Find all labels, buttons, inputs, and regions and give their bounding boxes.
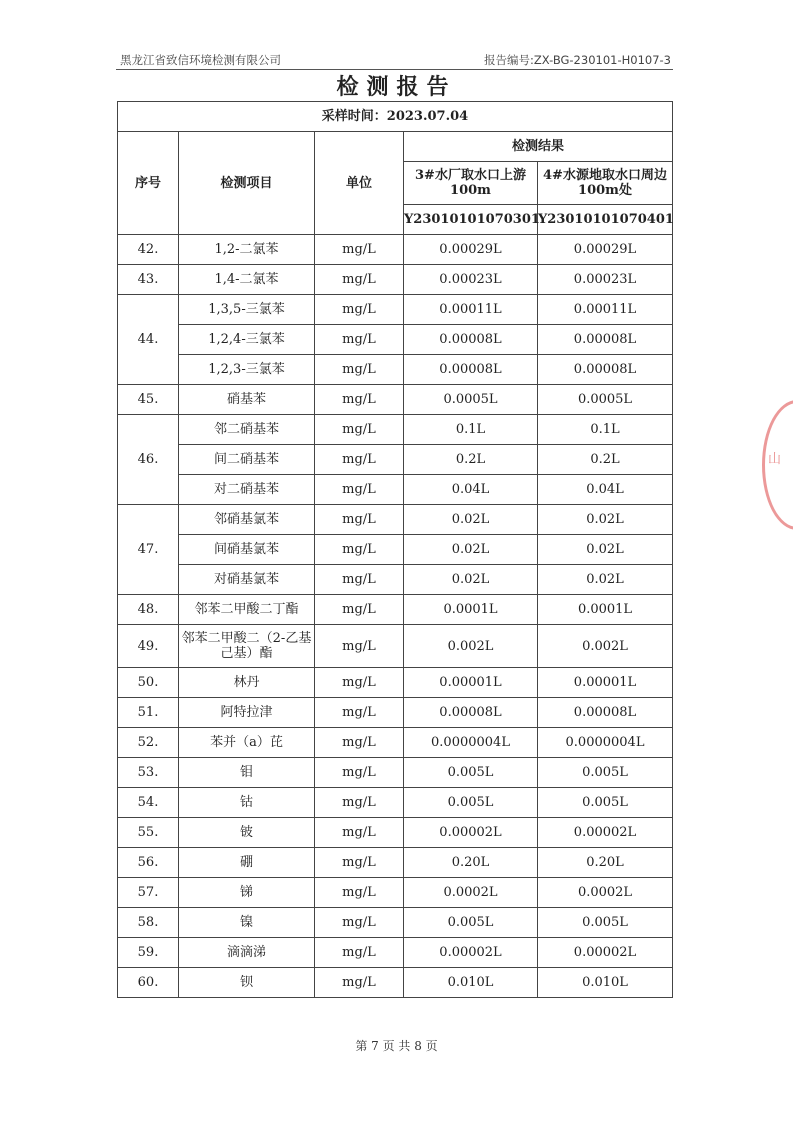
row-value-site2: 0.0001L: [538, 595, 673, 625]
table-row: [118, 415, 673, 445]
row-value-site2: 0.005L: [538, 758, 673, 788]
row-seq: 42.: [118, 235, 179, 265]
row-seq: 45.: [118, 385, 179, 415]
row-seq: 59.: [118, 938, 179, 968]
row-value-site2: 0.010L: [538, 968, 673, 998]
row-seq: 54.: [118, 788, 179, 818]
site1-header: 3#水厂取水口上游100m: [404, 162, 538, 205]
row-unit: mg/L: [315, 475, 404, 505]
row-unit: mg/L: [315, 758, 404, 788]
table-row: [118, 938, 673, 968]
table-row: [118, 728, 673, 758]
row-value-site2: 0.00011L: [538, 295, 673, 325]
row-item: 硝基苯: [179, 385, 315, 415]
row-unit: mg/L: [315, 235, 404, 265]
row-seq: 43.: [118, 265, 179, 295]
page-footer: 第 7 页 共 8 页: [355, 1039, 438, 1053]
row-seq: 50.: [118, 668, 179, 698]
row-unit: mg/L: [315, 385, 404, 415]
row-item: 1,2-二氯苯: [179, 235, 315, 265]
row-unit: mg/L: [315, 625, 404, 668]
col-seq-header: 序号: [118, 132, 179, 235]
table-row: [118, 295, 673, 325]
row-unit: mg/L: [315, 728, 404, 758]
row-value-site1: 0.02L: [404, 505, 538, 535]
sample-code-2: Y23010101070401: [538, 205, 673, 235]
row-value-site1: 0.02L: [404, 535, 538, 565]
row-value-site1: 0.005L: [404, 758, 538, 788]
row-value-site1: 0.00023L: [404, 265, 538, 295]
row-item: 钡: [179, 968, 315, 998]
row-value-site2: 0.0002L: [538, 878, 673, 908]
table-row: [118, 235, 673, 265]
col-item-header: 检测项目: [179, 132, 315, 235]
row-seq: 52.: [118, 728, 179, 758]
row-item: 硼: [179, 848, 315, 878]
row-value-site1: 0.04L: [404, 475, 538, 505]
row-unit: mg/L: [315, 565, 404, 595]
row-item: 对硝基氯苯: [179, 565, 315, 595]
row-unit: mg/L: [315, 788, 404, 818]
row-value-site2: 0.00008L: [538, 698, 673, 728]
row-value-site2: 0.005L: [538, 788, 673, 818]
row-value-site2: 0.02L: [538, 535, 673, 565]
table-row: [118, 265, 673, 295]
row-value-site1: 0.00008L: [404, 325, 538, 355]
row-value-site2: 0.00002L: [538, 818, 673, 848]
row-unit: mg/L: [315, 968, 404, 998]
site2-header: 4#水源地取水口周边100m处: [538, 162, 673, 205]
page-title: 检测报告: [336, 74, 457, 100]
row-value-site1: 0.0001L: [404, 595, 538, 625]
row-value-site1: 0.0005L: [404, 385, 538, 415]
results-table: [117, 101, 673, 998]
table-row: [118, 668, 673, 698]
row-item: 铍: [179, 818, 315, 848]
row-value-site1: 0.20L: [404, 848, 538, 878]
table-row: [118, 355, 673, 385]
row-item: 1,2,4-三氯苯: [179, 325, 315, 355]
row-value-site1: 0.005L: [404, 788, 538, 818]
row-value-site2: 0.0005L: [538, 385, 673, 415]
row-value-site1: 0.00008L: [404, 355, 538, 385]
row-value-site2: 0.0000004L: [538, 728, 673, 758]
table-row: [118, 788, 673, 818]
row-value-site2: 0.1L: [538, 415, 673, 445]
row-seq: 48.: [118, 595, 179, 625]
row-value-site1: 0.00002L: [404, 938, 538, 968]
row-unit: mg/L: [315, 908, 404, 938]
row-item: 钼: [179, 758, 315, 788]
row-seq: 58.: [118, 908, 179, 938]
table-row: [118, 385, 673, 415]
row-value-site2: 0.00008L: [538, 325, 673, 355]
sample-code-1: Y23010101070301: [404, 205, 538, 235]
row-item: 邻苯二甲酸二（2-乙基己基）酯: [179, 625, 315, 668]
table-row: [118, 818, 673, 848]
table-row: [118, 505, 673, 535]
row-seq: 44.: [118, 295, 179, 385]
row-unit: mg/L: [315, 505, 404, 535]
row-item: 滴滴涕: [179, 938, 315, 968]
table-row: [118, 878, 673, 908]
row-unit: mg/L: [315, 668, 404, 698]
table-row: [118, 908, 673, 938]
table-row: [118, 475, 673, 505]
row-value-site2: 0.00001L: [538, 668, 673, 698]
row-value-site1: 0.2L: [404, 445, 538, 475]
row-item: 1,4-二氯苯: [179, 265, 315, 295]
col-unit-header: 单位: [315, 132, 404, 235]
report-number: 报告编号:ZX-BG-230101-H0107-3: [484, 53, 671, 67]
row-seq: 57.: [118, 878, 179, 908]
row-value-site1: 0.1L: [404, 415, 538, 445]
row-value-site2: 0.00008L: [538, 355, 673, 385]
row-value-site2: 0.04L: [538, 475, 673, 505]
table-row: [118, 595, 673, 625]
company-name: 黑龙江省致信环境检测有限公司: [120, 53, 281, 67]
row-value-site2: 0.00029L: [538, 235, 673, 265]
row-item: 林丹: [179, 668, 315, 698]
row-value-site2: 0.20L: [538, 848, 673, 878]
row-item: 钴: [179, 788, 315, 818]
row-unit: mg/L: [315, 535, 404, 565]
row-value-site2: 0.02L: [538, 505, 673, 535]
row-seq: 55.: [118, 818, 179, 848]
row-item: 邻硝基氯苯: [179, 505, 315, 535]
row-value-site2: 0.00023L: [538, 265, 673, 295]
row-value-site1: 0.005L: [404, 908, 538, 938]
row-item: 邻二硝基苯: [179, 415, 315, 445]
row-item: 阿特拉津: [179, 698, 315, 728]
row-value-site1: 0.00002L: [404, 818, 538, 848]
row-item: 1,3,5-三氯苯: [179, 295, 315, 325]
row-seq: 53.: [118, 758, 179, 788]
table-row: [118, 535, 673, 565]
row-value-site2: 0.005L: [538, 908, 673, 938]
row-unit: mg/L: [315, 595, 404, 625]
row-item: 间硝基氯苯: [179, 535, 315, 565]
row-unit: mg/L: [315, 938, 404, 968]
table-row: [118, 325, 673, 355]
row-unit: mg/L: [315, 265, 404, 295]
row-value-site2: 0.2L: [538, 445, 673, 475]
row-seq: 51.: [118, 698, 179, 728]
table-row: [118, 758, 673, 788]
row-item: 邻苯二甲酸二丁酯: [179, 595, 315, 625]
row-value-site1: 0.00029L: [404, 235, 538, 265]
row-seq: 60.: [118, 968, 179, 998]
row-seq: 49.: [118, 625, 179, 668]
row-unit: mg/L: [315, 848, 404, 878]
table-row: [118, 698, 673, 728]
row-item: 间二硝基苯: [179, 445, 315, 475]
row-value-site1: 0.010L: [404, 968, 538, 998]
table-row: [118, 968, 673, 998]
row-unit: mg/L: [315, 355, 404, 385]
row-value-site1: 0.0000004L: [404, 728, 538, 758]
row-unit: mg/L: [315, 698, 404, 728]
table-row: [118, 625, 673, 668]
row-value-site2: 0.00002L: [538, 938, 673, 968]
table-row: [118, 565, 673, 595]
row-value-site1: 0.00001L: [404, 668, 538, 698]
col-results-header: 检测结果: [404, 132, 673, 162]
row-value-site1: 0.00011L: [404, 295, 538, 325]
row-unit: mg/L: [315, 818, 404, 848]
stamp-text: 山: [768, 452, 782, 467]
row-value-site1: 0.02L: [404, 565, 538, 595]
row-item: 镍: [179, 908, 315, 938]
table-row: [118, 848, 673, 878]
row-seq: 56.: [118, 848, 179, 878]
row-item: 苯并（a）芘: [179, 728, 315, 758]
row-item: 对二硝基苯: [179, 475, 315, 505]
row-item: 1,2,3-三氯苯: [179, 355, 315, 385]
row-value-site1: 0.00008L: [404, 698, 538, 728]
row-unit: mg/L: [315, 415, 404, 445]
row-value-site1: 0.0002L: [404, 878, 538, 908]
row-seq: 47.: [118, 505, 179, 595]
row-unit: mg/L: [315, 325, 404, 355]
row-seq: 46.: [118, 415, 179, 505]
row-value-site2: 0.002L: [538, 625, 673, 668]
sampling-time: 采样时间：2023.07.04: [118, 102, 673, 132]
row-unit: mg/L: [315, 878, 404, 908]
row-unit: mg/L: [315, 445, 404, 475]
row-value-site1: 0.002L: [404, 625, 538, 668]
row-unit: mg/L: [315, 295, 404, 325]
row-item: 锑: [179, 878, 315, 908]
row-value-site2: 0.02L: [538, 565, 673, 595]
table-row: [118, 445, 673, 475]
